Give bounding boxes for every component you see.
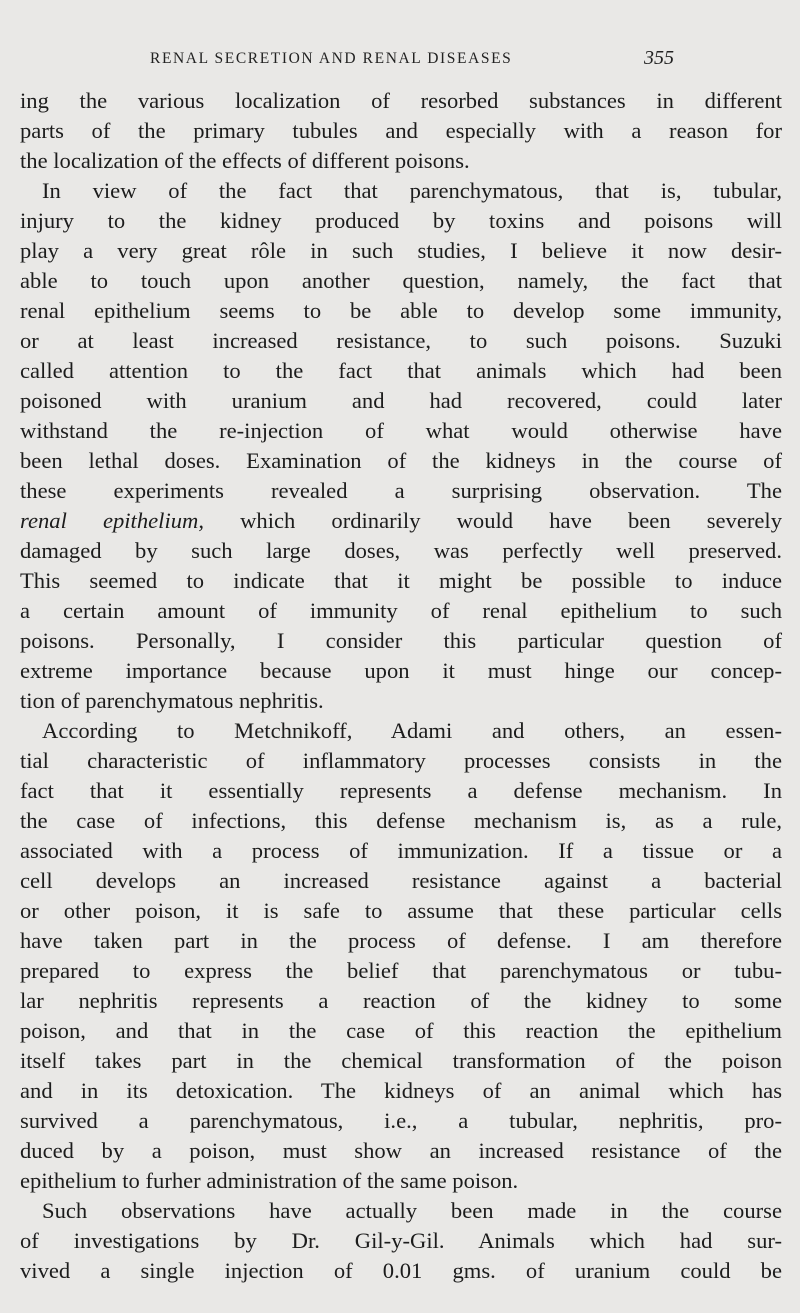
text-line xyxy=(20,956,782,986)
line-text: these experiments revealed a surprising observation. The xyxy=(20,478,782,503)
line-text: a certain amount of immunity of renal epithelium to such xyxy=(20,598,782,623)
line-text: or at least increased resistance, to such poisons. Suzuki xyxy=(20,328,782,353)
line-text: damaged by such large doses, was perfectly well preserved. xyxy=(20,538,782,563)
text-line xyxy=(20,596,782,626)
line-text: tial characteristic of inflammatory processes consists in the xyxy=(20,748,782,773)
line-text: fact that it essentially represents a defense mechanism. In xyxy=(20,778,782,803)
line-text: vived a single injection of 0.01 gms. of uranium could be xyxy=(20,1258,782,1283)
text-line xyxy=(20,1046,782,1076)
line-text: According to Metchnikoff, Adami and others, an essen- xyxy=(42,718,782,743)
text-line xyxy=(20,746,782,776)
line-text: of investigations by Dr. Gil-y-Gil. Animals which had sur- xyxy=(20,1228,782,1253)
text-line xyxy=(20,356,782,386)
line-text: the case of infections, this defense mechanism is, as a rule, xyxy=(20,808,782,833)
text-line xyxy=(20,1136,782,1166)
text-line xyxy=(20,1106,782,1136)
line-text: poisons. Personally, I consider this particular question of xyxy=(20,628,782,653)
line-text: cell develops an increased resistance against a bacterial xyxy=(20,868,782,893)
text-line xyxy=(20,116,782,146)
text-line xyxy=(20,806,782,836)
text-line xyxy=(20,416,782,446)
text-line xyxy=(20,716,782,746)
line-text: extreme importance because upon it must hinge our concep- xyxy=(20,658,782,683)
text-line xyxy=(20,1226,782,1256)
line-text: injury to the kidney produced by toxins and poisons will xyxy=(20,208,782,233)
page-number: 355 xyxy=(644,47,674,69)
line-text: survived a parenchymatous, i.e., a tubular, nephritis, pro- xyxy=(20,1108,782,1133)
line-text: the localization of the effects of different poisons. xyxy=(20,148,470,173)
text-line xyxy=(20,506,782,536)
text-line xyxy=(20,236,782,266)
line-text: poison, and that in the case of this reaction the epithelium xyxy=(20,1018,782,1043)
text-line xyxy=(20,1166,782,1196)
line-text: which ordinarily would have been severely xyxy=(203,508,782,533)
running-head: RENAL SECRETION AND RENAL DISEASES xyxy=(150,50,513,67)
line-text: called attention to the fact that animals which had been xyxy=(20,358,782,383)
text-line xyxy=(20,836,782,866)
line-text: prepared to express the belief that parenchymatous or tubu- xyxy=(20,958,782,983)
text-line xyxy=(20,566,782,596)
text-line xyxy=(20,866,782,896)
italic-term: renal epithelium, xyxy=(20,508,204,533)
text-line xyxy=(20,686,782,716)
text-line xyxy=(20,176,782,206)
line-text: have taken part in the process of defense. I am therefore xyxy=(20,928,782,953)
text-line xyxy=(20,1256,782,1286)
text-line xyxy=(20,1076,782,1106)
text-line xyxy=(20,1196,782,1226)
line-text: and in its detoxication. The kidneys of an animal which has xyxy=(20,1078,782,1103)
text-line xyxy=(20,776,782,806)
line-text: associated with a process of immunization. If a tissue or a xyxy=(20,838,782,863)
line-text: play a very great rôle in such studies, I believe it now desir- xyxy=(20,238,782,263)
text-line xyxy=(20,626,782,656)
line-text: been lethal doses. Examination of the kidneys in the course of xyxy=(20,448,782,473)
line-text: This seemed to indicate that it might be possible to induce xyxy=(20,568,782,593)
body-text xyxy=(20,86,782,1286)
text-line xyxy=(20,86,782,116)
text-line xyxy=(20,536,782,566)
text-line xyxy=(20,266,782,296)
text-line xyxy=(20,926,782,956)
text-line xyxy=(20,146,782,176)
text-line xyxy=(20,446,782,476)
line-text: itself takes part in the chemical transformation of the poison xyxy=(20,1048,782,1073)
text-line xyxy=(20,476,782,506)
text-line xyxy=(20,656,782,686)
text-line xyxy=(20,1016,782,1046)
text-line xyxy=(20,386,782,416)
line-text: able to touch upon another question, namely, the fact that xyxy=(20,268,782,293)
text-line xyxy=(20,296,782,326)
line-text: epithelium to furher administration of the same poison. xyxy=(20,1168,519,1193)
line-text: poisoned with uranium and had recovered, could later xyxy=(20,388,782,413)
line-text: Such observations have actually been made in the course xyxy=(42,1198,782,1223)
line-text: lar nephritis represents a reaction of the kidney to some xyxy=(20,988,782,1013)
text-line xyxy=(20,206,782,236)
line-text: ing the various localization of resorbed substances in different xyxy=(20,88,782,113)
line-text: renal epithelium seems to be able to develop some immunity, xyxy=(20,298,782,323)
line-text: In view of the fact that parenchymatous, that is, tubular, xyxy=(42,178,782,203)
line-text: withstand the re-injection of what would otherwise have xyxy=(20,418,782,443)
text-line xyxy=(20,986,782,1016)
line-text: tion of parenchymatous nephritis. xyxy=(20,688,324,713)
line-text: or other poison, it is safe to assume that these particular cells xyxy=(20,898,782,923)
text-line xyxy=(20,326,782,356)
line-text: parts of the primary tubules and especially with a reason for xyxy=(20,118,782,143)
text-line xyxy=(20,896,782,926)
line-text: duced by a poison, must show an increased resistance of the xyxy=(20,1138,782,1163)
